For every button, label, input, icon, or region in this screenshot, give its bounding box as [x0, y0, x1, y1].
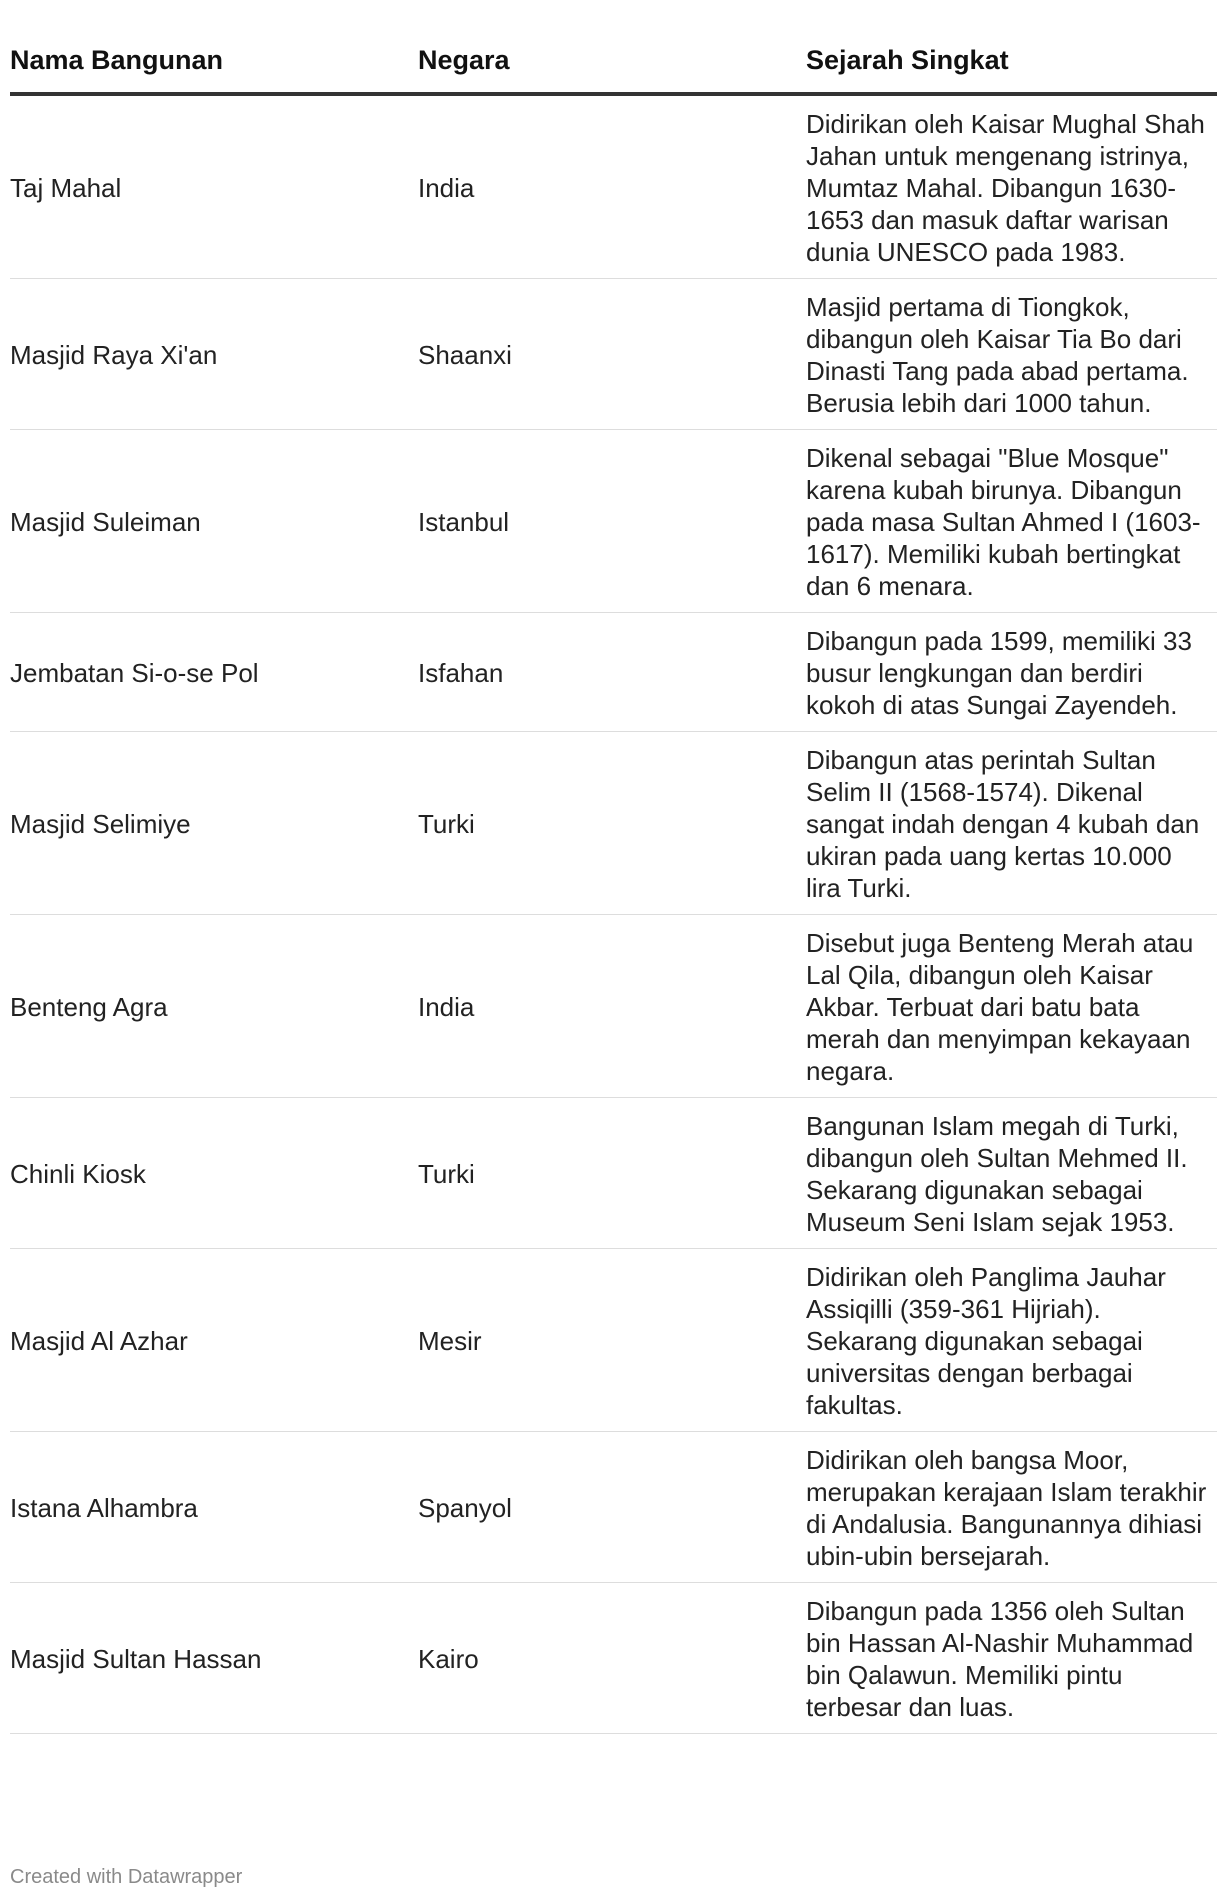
header-row — [10, 38, 1217, 94]
buildings-table — [10, 38, 1217, 1734]
cell-history: Dibangun atas perintah Sultan Selim II (1568-1574). Dikenal sangat indah dengan 4 kubah dan ukiran pada uang kertas 10.000 lira Turki. — [806, 732, 1217, 915]
cell-country: Isfahan — [418, 613, 806, 732]
table-header — [10, 38, 1217, 94]
datawrapper-credit[interactable]: Created with Datawrapper — [10, 1866, 243, 1888]
table-row — [10, 1583, 1217, 1734]
cell-building-name: Masjid Selimiye — [10, 732, 418, 915]
cell-building-name: Benteng Agra — [10, 915, 418, 1098]
cell-history: Didirikan oleh Panglima Jauhar Assiqilli (359-361 Hijriah). Sekarang digunakan sebagai universitas dengan berbagai fakultas. — [806, 1249, 1217, 1432]
table-body — [10, 94, 1217, 1734]
header-building-name[interactable]: Nama Bangunan — [10, 38, 418, 94]
table-row — [10, 915, 1217, 1098]
cell-country: Kairo — [418, 1583, 806, 1734]
header-history[interactable]: Sejarah Singkat — [806, 38, 1217, 94]
table-row — [10, 430, 1217, 613]
cell-country: Istanbul — [418, 430, 806, 613]
cell-history: Dibangun pada 1356 oleh Sultan bin Hassan Al-Nashir Muhammad bin Qalawun. Memiliki pintu terbesar dan luas. — [806, 1583, 1217, 1734]
cell-history: Dikenal sebagai "Blue Mosque" karena kubah birunya. Dibangun pada masa Sultan Ahmed I (1603-1617). Memiliki kubah bertingkat dan 6 menara. — [806, 430, 1217, 613]
cell-building-name: Taj Mahal — [10, 94, 418, 279]
cell-country: Spanyol — [418, 1432, 806, 1583]
cell-history: Dibangun pada 1599, memiliki 33 busur lengkungan dan berdiri kokoh di atas Sungai Zayendeh. — [806, 613, 1217, 732]
table-row — [10, 732, 1217, 915]
cell-building-name: Istana Alhambra — [10, 1432, 418, 1583]
cell-history: Disebut juga Benteng Merah atau Lal Qila, dibangun oleh Kaisar Akbar. Terbuat dari batu bata merah dan menyimpan kekayaan negara. — [806, 915, 1217, 1098]
table-row — [10, 279, 1217, 430]
cell-country: Mesir — [418, 1249, 806, 1432]
table-row — [10, 1098, 1217, 1249]
table-row — [10, 613, 1217, 732]
cell-building-name: Masjid Suleiman — [10, 430, 418, 613]
cell-building-name: Masjid Raya Xi'an — [10, 279, 418, 430]
cell-building-name: Jembatan Si-o-se Pol — [10, 613, 418, 732]
cell-history: Bangunan Islam megah di Turki, dibangun oleh Sultan Mehmed II. Sekarang digunakan sebagai Museum Seni Islam sejak 1953. — [806, 1098, 1217, 1249]
cell-building-name: Masjid Al Azhar — [10, 1249, 418, 1432]
cell-country: Shaanxi — [418, 279, 806, 430]
header-country[interactable]: Negara — [418, 38, 806, 94]
cell-history: Didirikan oleh Kaisar Mughal Shah Jahan untuk mengenang istrinya, Mumtaz Mahal. Dibangun 1630-1653 dan masuk daftar warisan dunia UNESCO pada 1983. — [806, 94, 1217, 279]
cell-building-name: Masjid Sultan Hassan — [10, 1583, 418, 1734]
table-row — [10, 1432, 1217, 1583]
table-row — [10, 1249, 1217, 1432]
cell-history: Masjid pertama di Tiongkok, dibangun oleh Kaisar Tia Bo dari Dinasti Tang pada abad pertama. Berusia lebih dari 1000 tahun. — [806, 279, 1217, 430]
table-row — [10, 94, 1217, 279]
cell-country: Turki — [418, 1098, 806, 1249]
cell-building-name: Chinli Kiosk — [10, 1098, 418, 1249]
cell-country: India — [418, 915, 806, 1098]
cell-country: India — [418, 94, 806, 279]
cell-country: Turki — [418, 732, 806, 915]
cell-history: Didirikan oleh bangsa Moor, merupakan kerajaan Islam terakhir di Andalusia. Bangunannya dihiasi ubin-ubin bersejarah. — [806, 1432, 1217, 1583]
